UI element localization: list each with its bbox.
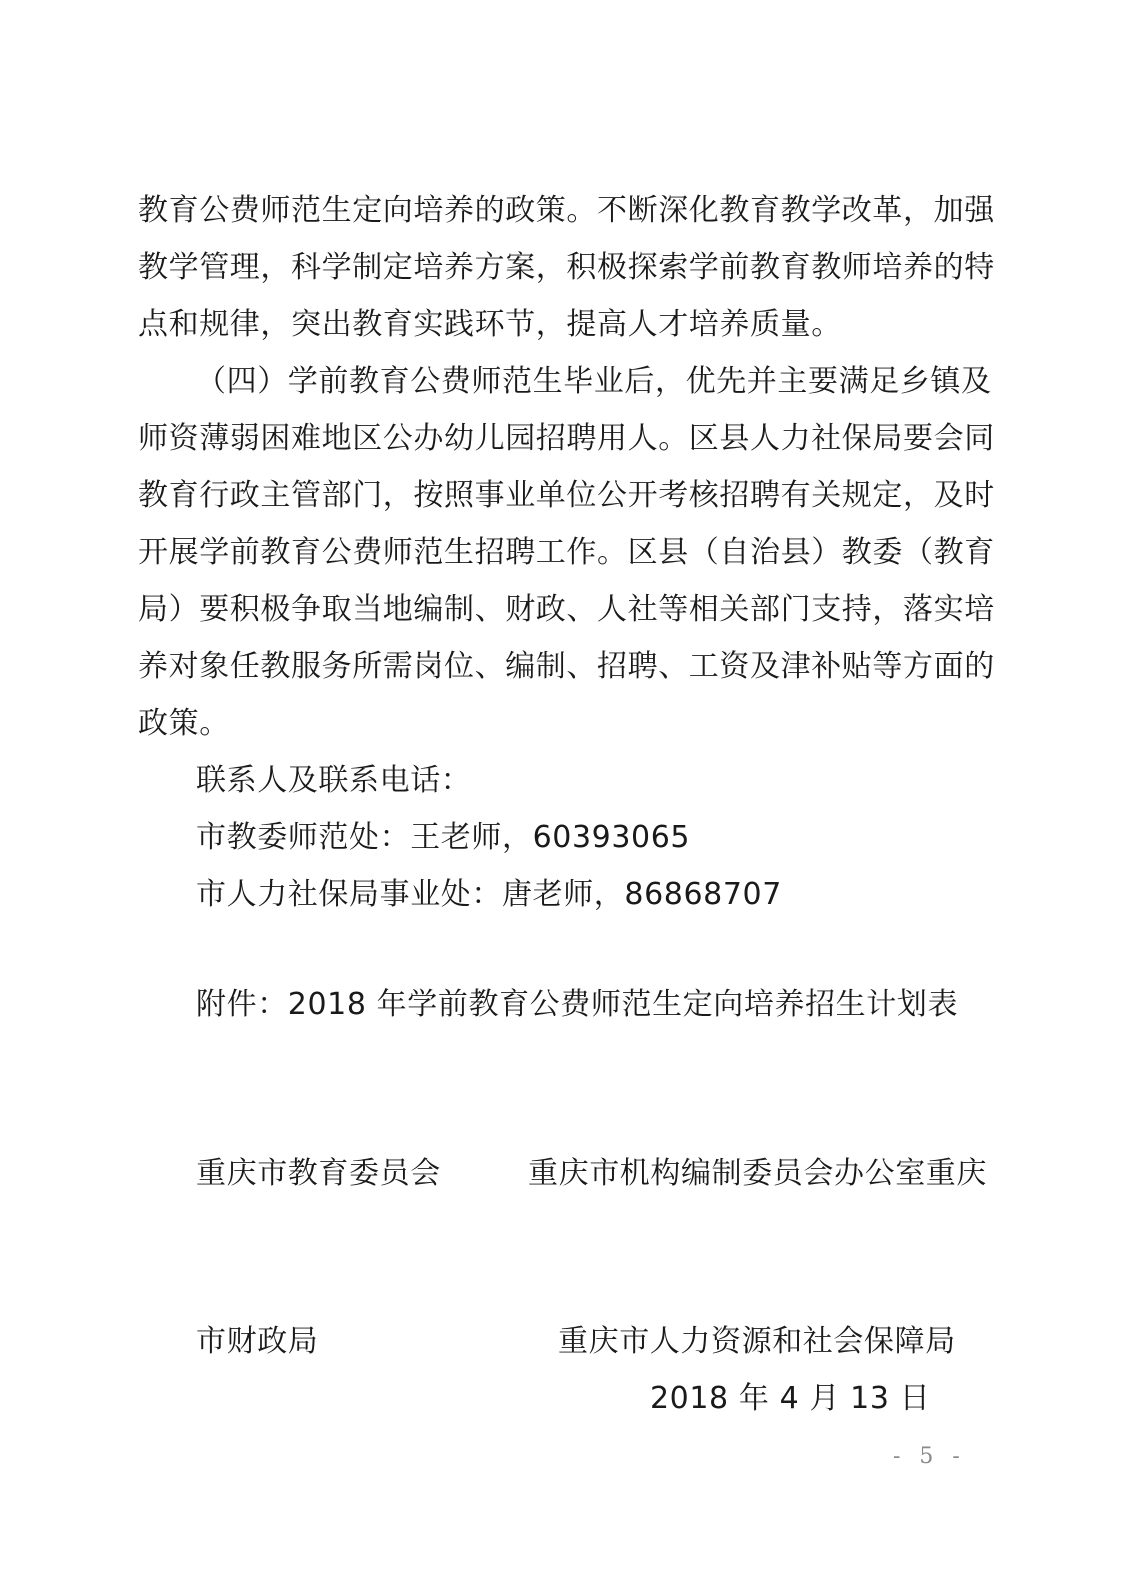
contact-item: 市教委师范处：王老师，60393065 <box>196 820 691 855</box>
attachment-note: 附件：2018 年学前教育公费师范生定向培养招生计划表 <box>196 987 959 1022</box>
body-paragraph-line: 养对象任教服务所需岗位、编制、招聘、工资及津补贴等方面的 <box>138 649 995 684</box>
body-paragraph-line: 局）要积极争取当地编制、财政、人社等相关部门支持，落实培 <box>138 592 995 627</box>
signature-issuer: 市财政局 <box>196 1324 319 1359</box>
contact-item: 市人力社保局事业处：唐老师，86868707 <box>196 877 782 912</box>
body-paragraph-line: 教育公费师范生定向培养的政策。不断深化教育教学改革，加强 <box>138 193 995 228</box>
body-paragraph-line: 开展学前教育公费师范生招聘工作。区县（自治县）教委（教育 <box>138 535 995 570</box>
signature-issuer: 重庆市人力资源和社会保障局 <box>558 1324 956 1359</box>
body-paragraph-line: 师资薄弱困难地区公办幼儿园招聘用人。区县人力社保局要会同 <box>138 421 995 456</box>
contacts-heading: 联系人及联系电话： <box>196 763 472 798</box>
body-paragraph-line: 教育行政主管部门，按照事业单位公开考核招聘有关规定，及时 <box>138 478 995 513</box>
body-paragraph-line: 点和规律，突出教育实践环节，提高人才培养质量。 <box>138 307 842 342</box>
body-paragraph-line: 教学管理，科学制定培养方案，积极探索学前教育教师培养的特 <box>138 250 995 285</box>
body-paragraph-line: 政策。 <box>138 706 230 741</box>
body-paragraph-line: （四）学前教育公费师范生毕业后，优先并主要满足乡镇及 <box>196 364 992 399</box>
signature-issuer: 重庆市机构编制委员会办公室重庆 <box>528 1156 987 1191</box>
signature-date: 2018 年 4 月 13 日 <box>650 1381 931 1416</box>
page-number: - 5 - <box>893 1444 966 1469</box>
signature-issuer: 重庆市教育委员会 <box>196 1156 441 1191</box>
